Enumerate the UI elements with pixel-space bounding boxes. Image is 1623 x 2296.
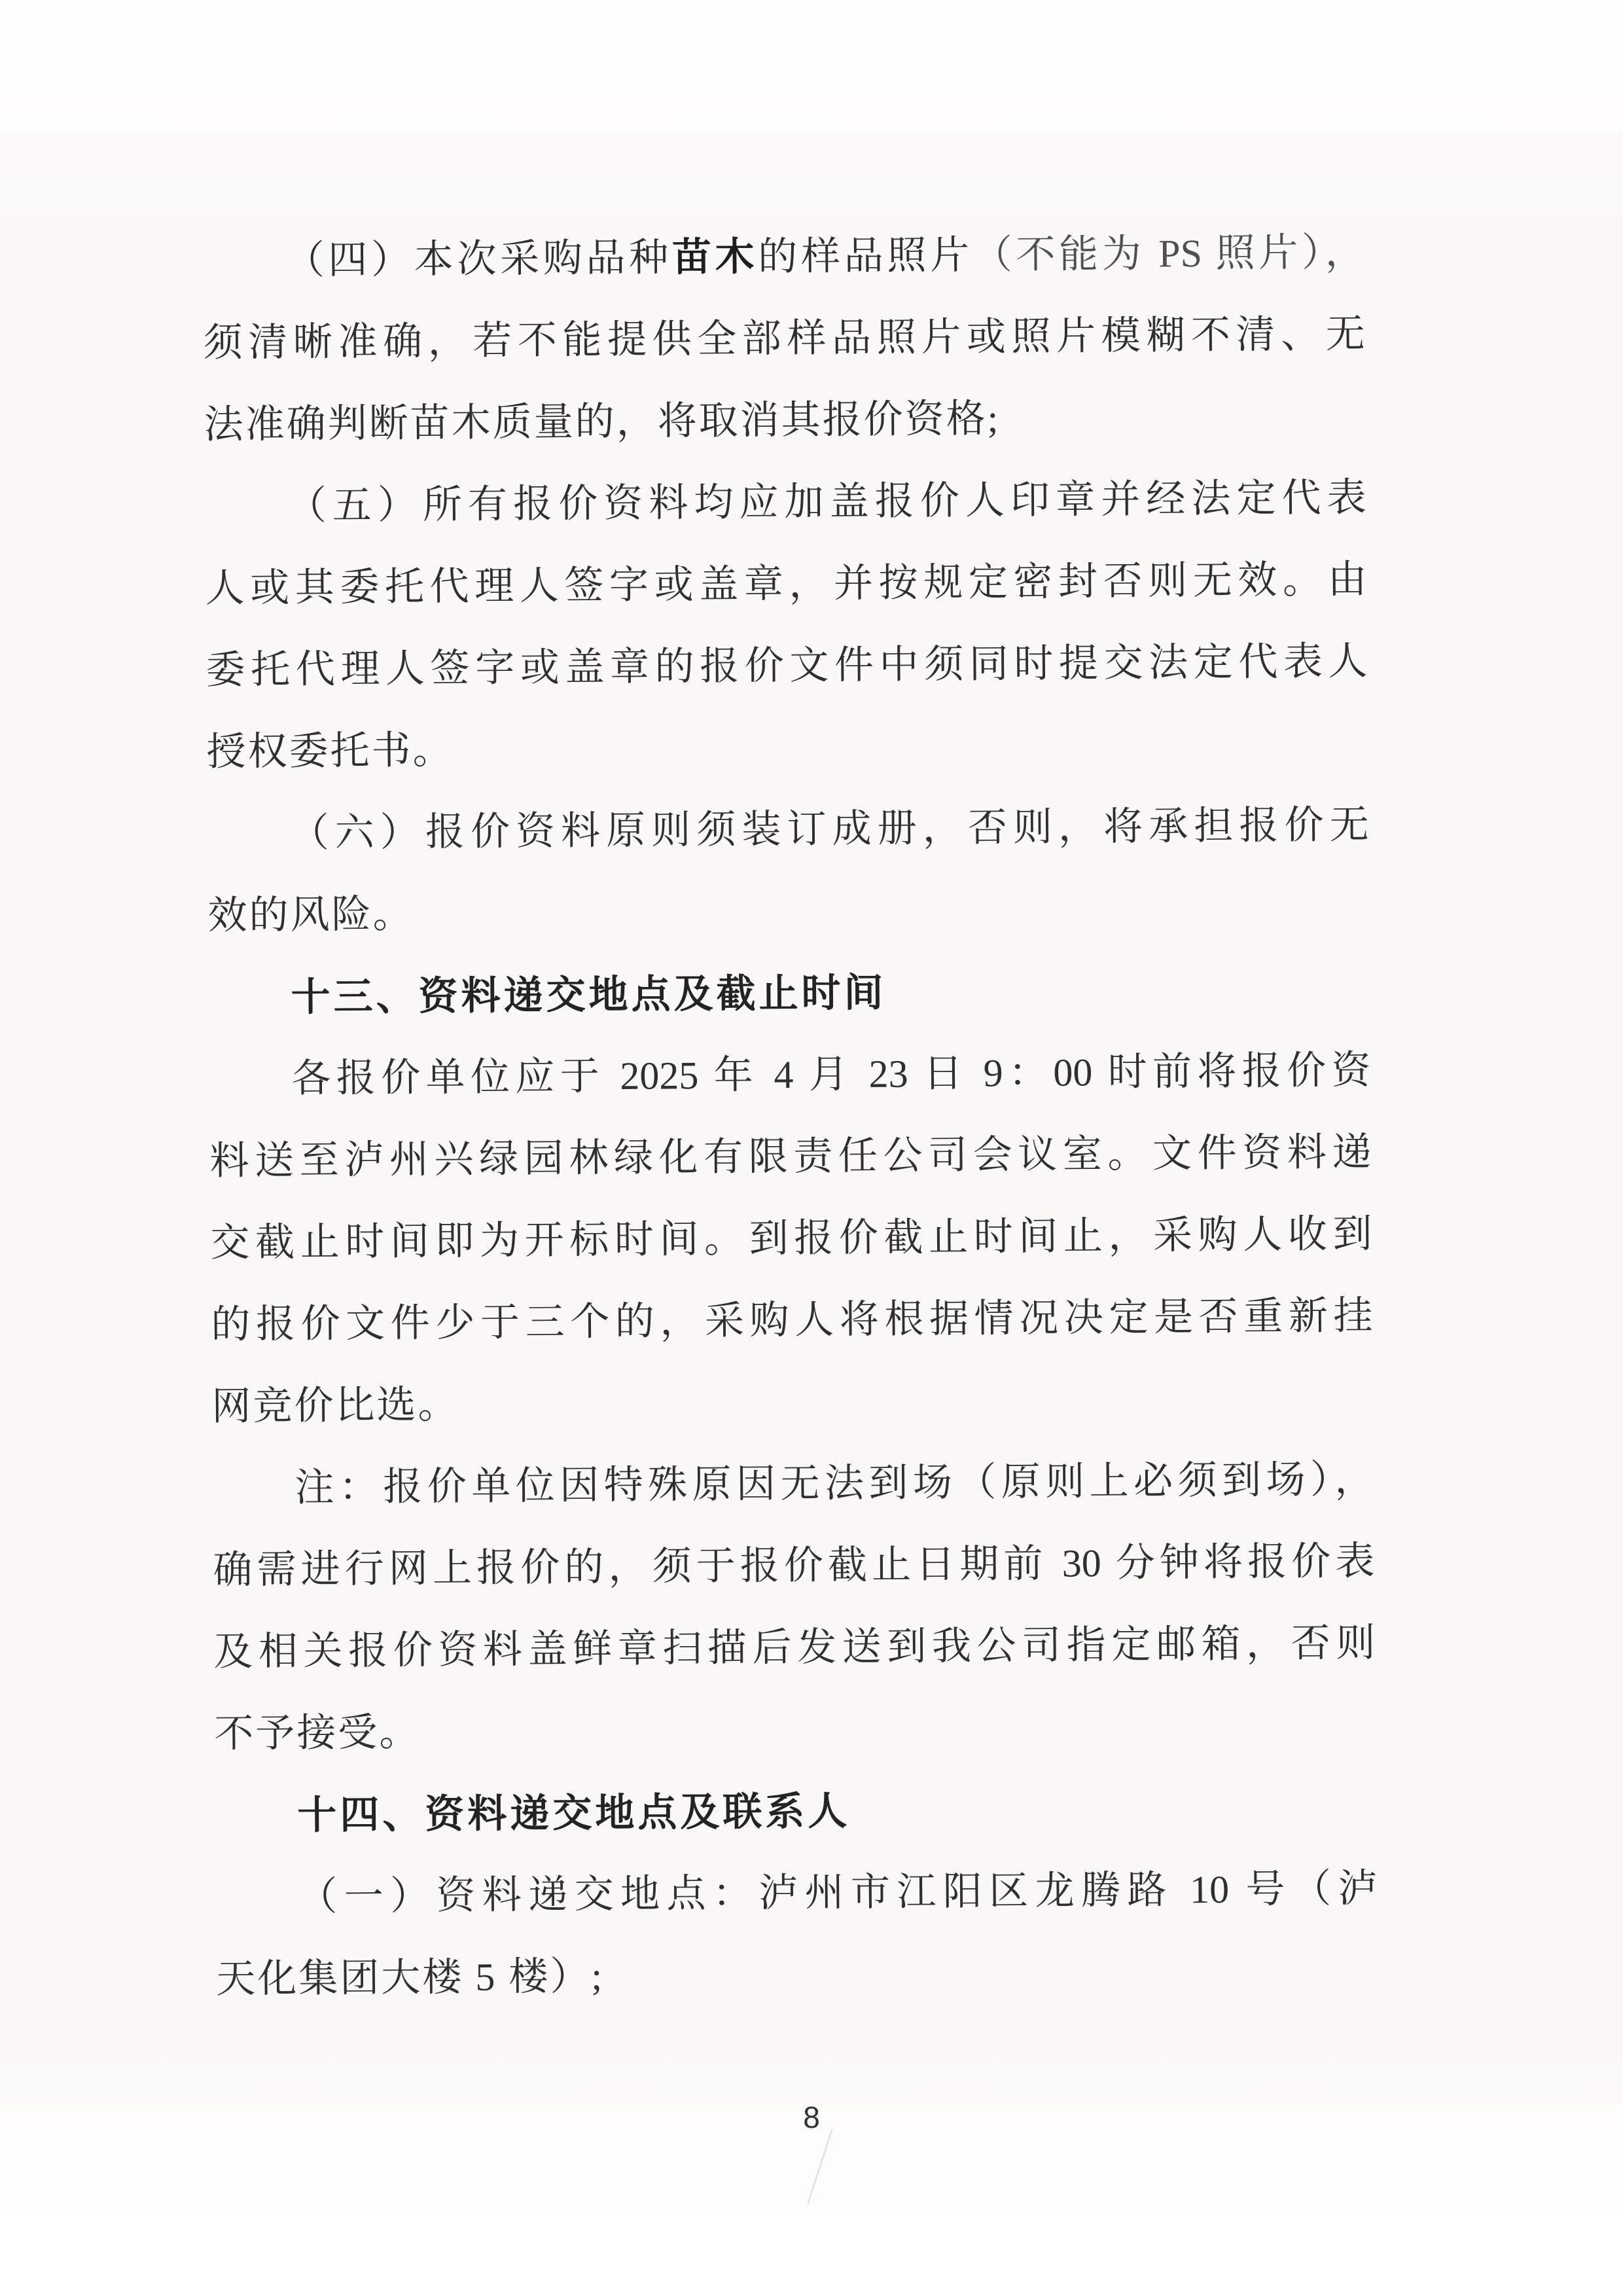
note-line-2: 确需进行网上报价的，须于报价截止日期前 30 分钟将报价表 xyxy=(213,1539,1375,1592)
section-13-line-4: 的报价文件少于三个的，采购人将根据情况决定是否重新挂 xyxy=(211,1294,1373,1346)
clause-4-prefix: （四）本次采购品种 xyxy=(285,236,673,283)
document-text-block xyxy=(202,211,1378,2020)
scan-scratch-artifact xyxy=(808,2129,833,2204)
note-line-3: 及相关报价资料盖鲜章扫描后发送到我公司指定邮箱，否则 xyxy=(213,1621,1376,1674)
note-line-4: 不予接受。 xyxy=(214,1710,421,1755)
clause-4-line-2: 须清晰准确，若不能提供全部样品照片或照片模糊不清、无 xyxy=(203,312,1365,365)
clause-4-mid: 的样品照片 xyxy=(758,233,974,279)
clause-4-line-1 xyxy=(202,211,1364,302)
clause-5-line-1: （五）所有报价资料均应加盖报价人印章并经法定代表 xyxy=(287,476,1366,528)
clause-5-line-3: 委托代理人签字或盖章的报价文件中须同时提交法定代表人 xyxy=(205,639,1368,692)
clause-4-line-3: 法准确判断苗木质量的，将取消其报价资格; xyxy=(204,397,1001,447)
section-heading-14: 十四、资料递交地点及联系人 xyxy=(297,1789,851,1837)
section-13-line-3: 交截止时间即为开标时间。到报价截止时间止，采购人收到 xyxy=(210,1212,1372,1265)
clause-5-line-4: 授权委托书。 xyxy=(206,728,454,774)
section-13-line-2: 料送至泸州兴绿园林绿化有限责任公司会议室。文件资料递 xyxy=(209,1130,1372,1183)
section-14-line-1: （一）资料递交地点：泸州市江阳区龙腾路 10 号（泸 xyxy=(298,1866,1378,1918)
clause-5-line-2: 人或其委托代理人签字或盖章，并按规定密封否则无效。由 xyxy=(205,558,1367,610)
clause-4-parenthetical: （不能为 PS 照片）， xyxy=(972,230,1364,277)
note-line-1: 注：报价单位因特殊原因无法到场（原则上必须到场）， xyxy=(294,1458,1374,1509)
clause-6-line-2: 效的风险。 xyxy=(207,892,414,937)
section-13-line-5: 网竞价比选。 xyxy=(211,1382,459,1428)
clause-6-line-1: （六）报价资料原则须装订成册，否则，将承担报价无 xyxy=(289,803,1369,855)
page-number: 8 xyxy=(803,2100,820,2134)
section-heading-13: 十三、资料递交地点及截止时间 xyxy=(291,970,887,1019)
section-13-line-1: 各报价单位应于 2025 年 4 月 23 日 9：00 时前将报价资 xyxy=(291,1049,1371,1100)
clause-4-bold-term: 苗木 xyxy=(671,235,758,279)
section-14-line-2: 天化集团大楼 5 楼）; xyxy=(216,1954,605,2001)
